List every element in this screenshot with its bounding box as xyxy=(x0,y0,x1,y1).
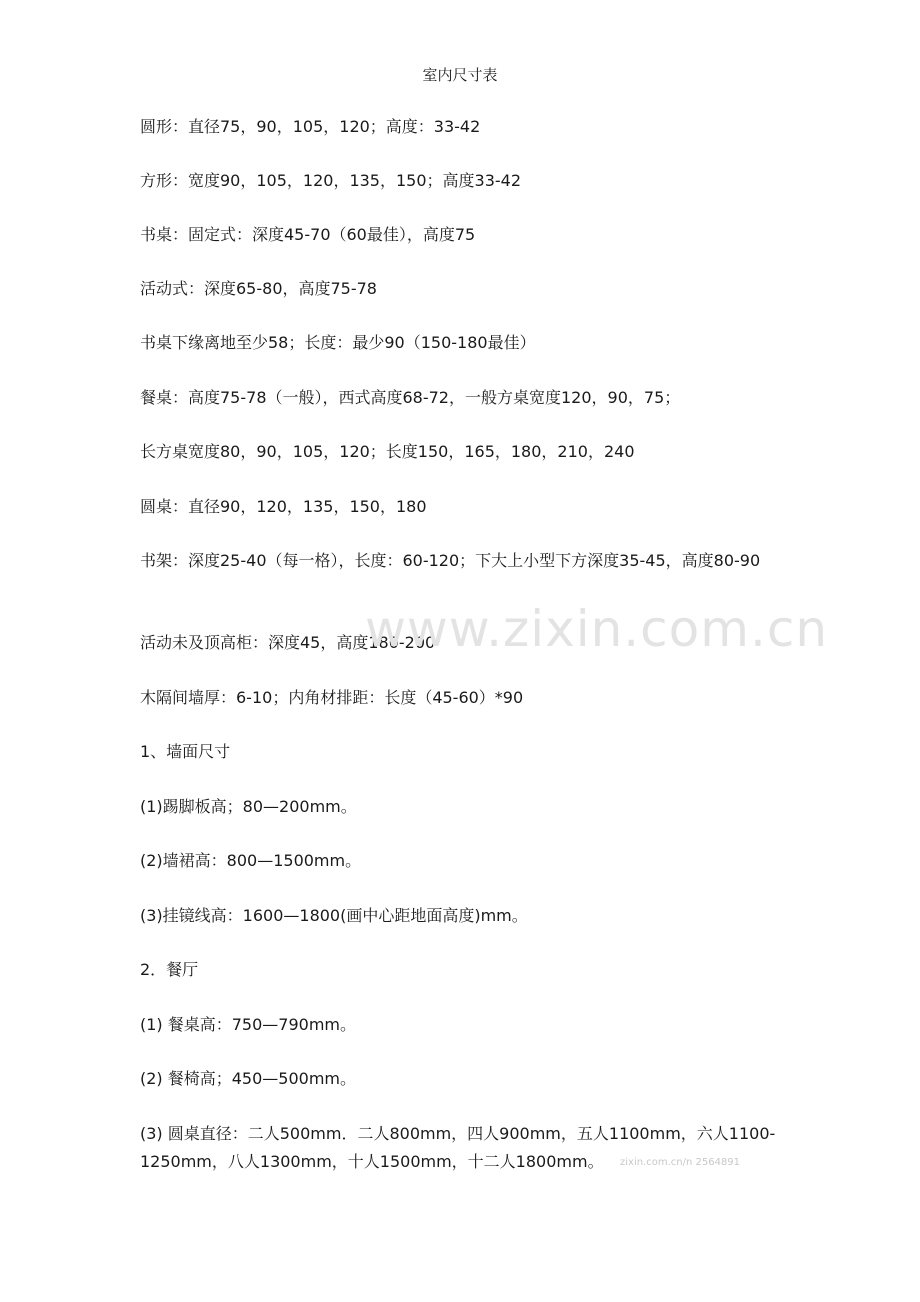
text-line: (2) 餐椅高；450—500mm。 xyxy=(140,1069,357,1088)
text-line: 餐桌：高度75-78（一般），西式高度68-72，一般方桌宽度120，90，75； xyxy=(140,388,681,407)
text-line: 活动未及顶高柜：深度45，高度180-200 xyxy=(140,633,436,652)
section-heading: 2．餐厅 xyxy=(140,960,199,979)
text-line: 书架：深度25-40（每一格），长度：60-120；下大上小型下方深度35-45，高度80-90 xyxy=(140,551,761,570)
text-line: 书桌下缘离地至少58；长度：最少90（150-180最佳） xyxy=(140,333,536,352)
text-line: 木隔间墙厚：6-10；内角材排距：长度（45-60）*90 xyxy=(140,688,524,707)
text-line: (3) 圆桌直径：二人500mm．二人800mm，四人900mm，五人1100mm，六人1100-1250mm，八人1300mm，十人1500mm，十二人1800mm。 xyxy=(140,1124,776,1171)
text-line: 圆桌：直径90，120，135，150，180 xyxy=(140,497,427,516)
text-line: (2)墙裙高：800—1500mm。 xyxy=(140,851,362,870)
text-line: 圆形：直径75，90，105，120；高度：33-42 xyxy=(140,117,481,136)
stamp-text: zixin.com.cn/n 2564891 xyxy=(620,1157,741,1168)
text-line: 方形：宽度90，105，120，135，150；高度33-42 xyxy=(140,171,522,190)
text-line: (1)踢脚板高；80—200mm。 xyxy=(140,797,357,816)
text-line: 活动式：深度65-80，高度75-78 xyxy=(140,279,377,298)
page-header: 室内尺寸表 xyxy=(422,66,498,84)
section-heading: 1、墙面尺寸 xyxy=(140,742,231,761)
watermark: www.zixin.com.cn xyxy=(365,600,829,658)
text-line: 长方桌宽度80，90，105，120；长度150，165，180，210，240 xyxy=(140,442,635,461)
text-line: (1) 餐桌高：750—790mm。 xyxy=(140,1015,357,1034)
text-line: 书桌：固定式：深度45-70（60最佳），高度75 xyxy=(140,225,476,244)
text-line: (3)挂镜线高：1600—1800(画中心距地面高度)mm。 xyxy=(140,906,528,925)
